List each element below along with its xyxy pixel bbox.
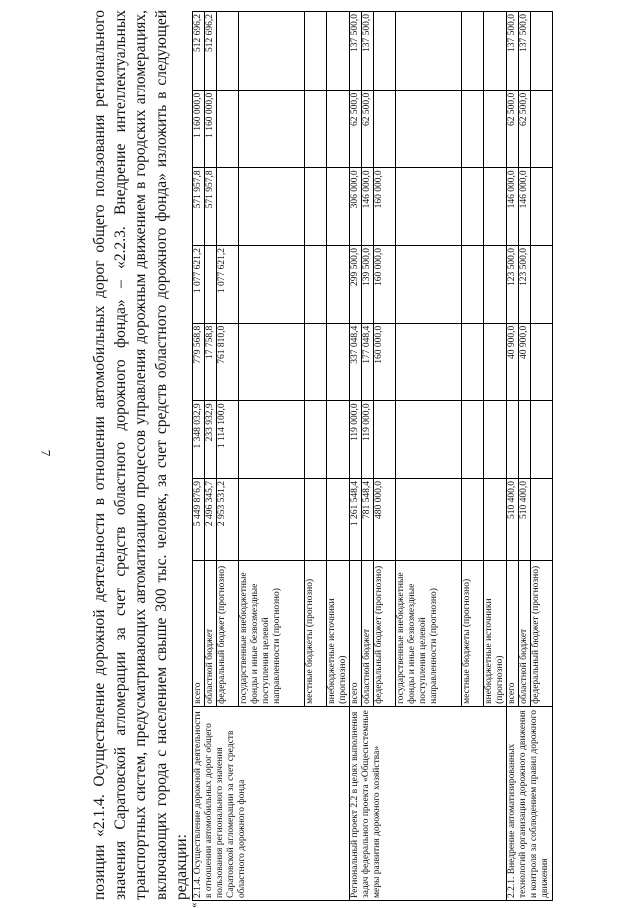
amount-cell: 62 500,0 bbox=[507, 90, 519, 168]
funding-source-cell: федеральный бюджет (прогнозно) bbox=[531, 560, 553, 706]
amount-cell bbox=[327, 479, 350, 561]
amount-cell bbox=[484, 401, 507, 479]
amount-cell: 119 000,0 bbox=[362, 401, 374, 479]
amount-cell: 299 500,0 bbox=[350, 246, 362, 324]
section-title: 2.2.1. Внедрение автоматизированных технологий организации дорожного движения и контроля за соблюдением правил дорожного движения bbox=[507, 709, 551, 898]
amount-cell bbox=[531, 323, 553, 401]
amount-cell: 62 500,0 bbox=[519, 90, 531, 168]
amount-cell: 40 900,0 bbox=[507, 323, 519, 401]
amount-cell bbox=[396, 12, 462, 91]
amount-cell bbox=[239, 246, 305, 324]
amount-cell: 160 000,0 bbox=[374, 168, 396, 246]
amount-cell: 1 348 032,9 bbox=[193, 401, 205, 479]
amendment-paragraph: позиции «2.1.4. Осуществление дорожной деятельности в отношении автомобильных дорог общего пользования регионального значения Саратовской агломерации за счет средств областного дорожного фонда» – «2.2.3. Внедрение интеллектуальных транспортных систем, предусматривающих автоматизацию процессов управления дорожным движением в городских агломерациях, включающих города с населением свыше 300 тыс. человек, за счет средств областного дорожного фонда» изложить в следующей редакции: bbox=[90, 10, 193, 900]
funding-source-cell: областной бюджет bbox=[519, 560, 531, 706]
funding-source-cell: федеральный бюджет (прогнозно) bbox=[217, 560, 239, 706]
table-row bbox=[507, 12, 519, 901]
amount-cell bbox=[327, 401, 350, 479]
amount-cell: 2 953 531,2 bbox=[217, 479, 239, 561]
amount-cell: 510 400,0 bbox=[507, 479, 519, 561]
amount-cell: 306 000,0 bbox=[350, 168, 362, 246]
amount-cell bbox=[327, 12, 350, 91]
amount-cell bbox=[531, 246, 553, 324]
amount-cell bbox=[239, 12, 305, 91]
amount-cell bbox=[305, 12, 327, 91]
amount-cell bbox=[305, 401, 327, 479]
page-number-text: 7 bbox=[37, 449, 53, 456]
amount-cell: 512 696,2 bbox=[193, 12, 205, 91]
amount-cell bbox=[305, 246, 327, 324]
amount-cell bbox=[305, 168, 327, 246]
amount-cell bbox=[239, 90, 305, 168]
funding-source-cell: местные бюджеты (прогнозно) bbox=[462, 560, 484, 706]
amount-cell: 1 077 621,2 bbox=[193, 246, 205, 324]
funding-source-cell: внебюджетные источники (прогнозно) bbox=[484, 560, 507, 706]
amount-cell bbox=[374, 401, 396, 479]
amount-cell bbox=[484, 12, 507, 91]
opening-quote: « bbox=[189, 903, 200, 908]
amount-cell bbox=[217, 168, 239, 246]
amount-cell bbox=[462, 479, 484, 561]
amount-cell: 137 500,0 bbox=[519, 12, 531, 91]
amount-cell bbox=[484, 246, 507, 324]
amount-cell bbox=[305, 90, 327, 168]
amount-cell: 62 500,0 bbox=[350, 90, 362, 168]
amount-cell bbox=[462, 401, 484, 479]
amount-cell: 137 500,0 bbox=[350, 12, 362, 91]
amount-cell bbox=[305, 323, 327, 401]
amount-cell bbox=[374, 90, 396, 168]
funding-source-cell: государственные внебюджетные фонды и иные безвозмездные поступления целевой направленности (прогнозно) bbox=[239, 560, 305, 706]
amount-cell: 40 900,0 bbox=[519, 323, 531, 401]
amount-cell: 2 496 345,7 bbox=[205, 479, 217, 561]
amount-cell bbox=[396, 168, 462, 246]
funding-source-cell: областной бюджет bbox=[362, 560, 374, 706]
funding-source-cell: внебюджетные источники (прогнозно) bbox=[327, 560, 350, 706]
amount-cell bbox=[462, 246, 484, 324]
amount-cell bbox=[374, 12, 396, 91]
funding-source-cell: федеральный бюджет (прогнозно) bbox=[374, 560, 396, 706]
amount-cell bbox=[484, 479, 507, 561]
amount-cell: 779 568,8 bbox=[193, 323, 205, 401]
amount-cell: 480 000,0 bbox=[374, 479, 396, 561]
amount-cell: 146 000,0 bbox=[519, 168, 531, 246]
amount-cell: 571 957,8 bbox=[205, 168, 217, 246]
amount-cell bbox=[396, 323, 462, 401]
amount-cell: 137 500,0 bbox=[362, 12, 374, 91]
amount-cell bbox=[462, 90, 484, 168]
table-row bbox=[350, 12, 362, 901]
section-title: Региональный проект 2.2 в целях выполнения задач федерального проекта «Общесистемные меры развития дорожного хозяйства» bbox=[350, 709, 383, 898]
amount-cell: 1 114 100,0 bbox=[217, 401, 239, 479]
amount-cell bbox=[239, 479, 305, 561]
funding-source-cell: всего bbox=[193, 560, 205, 706]
section-title-cell bbox=[507, 706, 553, 900]
amount-cell bbox=[484, 90, 507, 168]
amount-cell: 139 500,0 bbox=[362, 246, 374, 324]
funding-source-cell: всего bbox=[350, 560, 362, 706]
funding-table bbox=[192, 11, 553, 901]
amount-cell bbox=[462, 323, 484, 401]
amount-cell bbox=[531, 479, 553, 561]
amount-cell: 17 758,8 bbox=[205, 323, 217, 401]
amount-cell: 761 810,0 bbox=[217, 323, 239, 401]
amount-cell: 1 160 000,0 bbox=[193, 90, 205, 168]
amount-cell bbox=[217, 90, 239, 168]
amount-cell: 177 048,4 bbox=[362, 323, 374, 401]
amount-cell: 512 696,2 bbox=[205, 12, 217, 91]
amount-cell bbox=[396, 479, 462, 561]
amount-cell: 137 500,0 bbox=[507, 12, 519, 91]
table-row bbox=[193, 12, 205, 901]
amount-cell: 1 077 621,2 bbox=[217, 246, 239, 324]
amount-cell bbox=[462, 168, 484, 246]
amount-cell bbox=[507, 401, 519, 479]
amount-cell bbox=[396, 401, 462, 479]
amount-cell bbox=[396, 90, 462, 168]
amount-cell bbox=[239, 168, 305, 246]
amount-cell bbox=[484, 323, 507, 401]
amount-cell bbox=[531, 12, 553, 91]
amount-cell: 781 548,4 bbox=[362, 479, 374, 561]
amount-cell: 160 000,0 bbox=[374, 246, 396, 324]
funding-source-cell: всего bbox=[507, 560, 519, 706]
amount-cell: 123 500,0 bbox=[507, 246, 519, 324]
amount-cell bbox=[531, 168, 553, 246]
amount-cell: 160 000,0 bbox=[374, 323, 396, 401]
section-title: 2.1.4. Осуществление дорожной деятельности в отношении автомобильных дорог общего пользования регионального значения Саратовской агломерации за счет средств областного дорожного фонда bbox=[193, 709, 248, 898]
amount-cell bbox=[327, 323, 350, 401]
funding-source-cell: местные бюджеты (прогнозно) bbox=[305, 560, 327, 706]
amount-cell bbox=[217, 12, 239, 91]
section-title-cell bbox=[193, 706, 350, 900]
amount-cell bbox=[484, 168, 507, 246]
funding-source-cell: государственные внебюджетные фонды и иные безвозмездные поступления целевой направленности (прогнозно) bbox=[396, 560, 462, 706]
amount-cell: 233 932,9 bbox=[205, 401, 217, 479]
section-title-cell bbox=[350, 706, 507, 900]
amount-cell bbox=[239, 401, 305, 479]
amount-cell: 146 000,0 bbox=[362, 168, 374, 246]
amount-cell bbox=[205, 246, 217, 324]
amount-cell bbox=[531, 401, 553, 479]
amount-cell bbox=[327, 246, 350, 324]
amount-cell: 146 000,0 bbox=[507, 168, 519, 246]
funding-table-body bbox=[193, 12, 553, 901]
amount-cell: 337 048,4 bbox=[350, 323, 362, 401]
amount-cell bbox=[327, 90, 350, 168]
amount-cell bbox=[305, 479, 327, 561]
amount-cell bbox=[327, 168, 350, 246]
amount-cell: 119 000,0 bbox=[350, 401, 362, 479]
amount-cell bbox=[519, 401, 531, 479]
amount-cell bbox=[396, 246, 462, 324]
amount-cell bbox=[462, 12, 484, 91]
amount-cell: 571 957,8 bbox=[193, 168, 205, 246]
amount-cell bbox=[531, 90, 553, 168]
amount-cell: 62 500,0 bbox=[362, 90, 374, 168]
amount-cell: 1 160 000,0 bbox=[205, 90, 217, 168]
amount-cell: 123 500,0 bbox=[519, 246, 531, 324]
funding-source-cell: областной бюджет bbox=[205, 560, 217, 706]
amount-cell: 1 261 548,4 bbox=[350, 479, 362, 561]
amount-cell: 5 449 876,9 bbox=[193, 479, 205, 561]
amount-cell bbox=[239, 323, 305, 401]
amount-cell: 510 400,0 bbox=[519, 479, 531, 561]
